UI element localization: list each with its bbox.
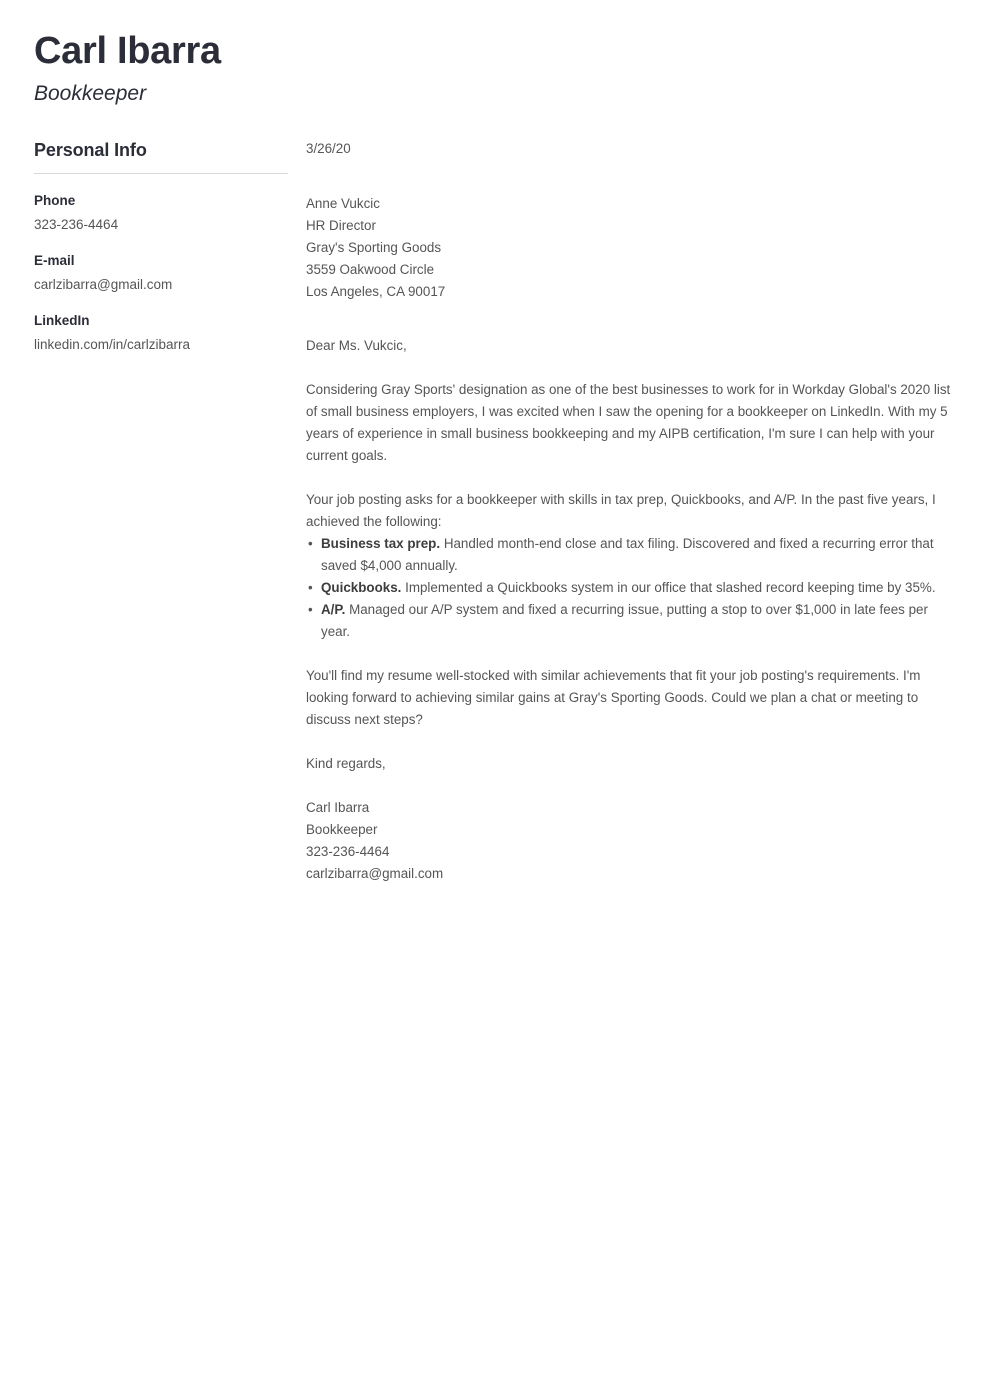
recipient-name: Anne Vukcic xyxy=(306,196,380,211)
paragraph-skills-intro: Your job posting asks for a bookkeeper with skills in tax prep, Quickbooks, and A/P. In the past five years, I achieved the following: xyxy=(306,492,936,529)
bullet-lead-quickbooks: Quickbooks. xyxy=(321,580,402,595)
recipient-street: 3559 Oakwood Circle xyxy=(306,262,435,277)
letter-header xyxy=(34,30,634,106)
paragraph-intro: Considering Gray Sports' designation as one of the best businesses to work for in Workday Global's 2020 list of small business employers, I was excited when I saw the opening for a bookkeeper on LinkedIn. With my 5 years of experience in small business bookkeeping and my AIPB certification, I'm sure I can help with your current goals. xyxy=(306,382,951,463)
info-value-linkedin[interactable]: linkedin.com/in/carlzibarra xyxy=(34,336,191,352)
info-label-phone: Phone xyxy=(34,193,76,209)
salutation: Dear Ms. Vukcic, xyxy=(306,338,407,353)
list-item xyxy=(306,533,954,577)
achievements-list xyxy=(306,533,954,643)
list-item xyxy=(306,577,954,599)
sidebar-divider xyxy=(34,173,288,174)
signature-phone: 323-236-4464 xyxy=(306,844,390,859)
closing-salutation: Kind regards, xyxy=(306,756,386,771)
info-label-linkedin: LinkedIn xyxy=(34,313,90,329)
personal-info-sidebar xyxy=(34,139,288,355)
info-value-email[interactable]: carlzibarra@gmail.com xyxy=(34,276,173,292)
bullet-text-ap: Managed our A/P system and fixed a recurring issue, putting a stop to over $1,000 in late fees per year. xyxy=(321,602,928,639)
bullet-text-tax-prep: Handled month-end close and tax filing. Discovered and fixed a recurring error that saved $4,000 annually. xyxy=(321,536,934,573)
recipient-address-block xyxy=(306,193,954,303)
bullet-lead-ap: A/P. xyxy=(321,602,346,617)
bullet-text-quickbooks: Implemented a Quickbooks system in our office that slashed record keeping time by 35%. xyxy=(405,580,936,595)
signature-email[interactable]: carlzibarra@gmail.com xyxy=(306,866,444,881)
info-value-phone: 323-236-4464 xyxy=(34,216,119,232)
list-item xyxy=(306,599,954,643)
letter-body xyxy=(306,139,954,885)
recipient-company: Gray's Sporting Goods xyxy=(306,240,442,255)
info-group-phone xyxy=(34,191,288,235)
candidate-job-title: Bookkeeper xyxy=(34,81,147,105)
candidate-name: Carl Ibarra xyxy=(34,30,221,72)
recipient-title: HR Director xyxy=(306,218,376,233)
recipient-city-state-zip: Los Angeles, CA 90017 xyxy=(306,284,446,299)
signature-title: Bookkeeper xyxy=(306,822,378,837)
signature-block xyxy=(306,797,954,885)
signature-name: Carl Ibarra xyxy=(306,800,370,815)
bullet-lead-tax-prep: Business tax prep. xyxy=(321,536,441,551)
sidebar-heading: Personal Info xyxy=(34,140,147,160)
paragraph-closing-pitch: You'll find my resume well-stocked with similar achievements that fit your job posting's requirements. I'm looking forward to achieving similar gains at Gray's Sporting Goods. Could we plan a chat or meeting to discuss next steps? xyxy=(306,668,921,727)
info-group-email xyxy=(34,251,288,295)
info-group-linkedin xyxy=(34,311,288,355)
info-label-email: E-mail xyxy=(34,253,75,269)
letter-date: 3/26/20 xyxy=(306,141,351,156)
